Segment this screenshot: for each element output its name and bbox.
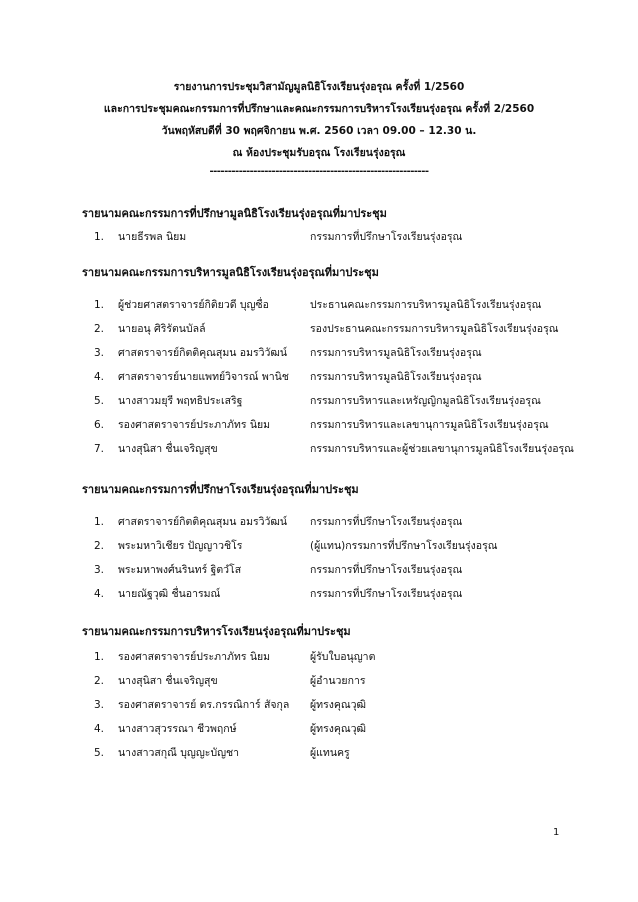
- item-number: 5.: [94, 747, 105, 759]
- member-role: ผู้ทรงคุณวุฒิ: [310, 699, 366, 711]
- item-number: 4.: [94, 588, 105, 600]
- member-role: ผู้แทนครู: [310, 747, 350, 759]
- member-name: นางสุนิสา ชื่นเจริญสุข: [118, 443, 218, 455]
- member-role: ผู้อำนวยการ: [310, 675, 366, 687]
- item-number: 2.: [94, 675, 105, 687]
- member-name: นางสาวมยุรี พฤทธิประเสริฐ: [118, 395, 243, 407]
- member-name: ผู้ช่วยศาสตราจารย์กิติยวดี บุญซื่อ: [118, 299, 269, 311]
- member-role: กรรมการที่ปรึกษาโรงเรียนรุ่งอรุณ: [310, 231, 463, 243]
- member-role: ผู้ทรงคุณวุฒิ: [310, 723, 366, 735]
- list-item: [82, 717, 602, 741]
- list-item: [82, 534, 602, 558]
- member-name: นางสาวสุวรรณา ชีวพฤกษ์: [118, 723, 237, 735]
- member-name: รองศาสตราจารย์ประภาภัทร นิยม: [118, 419, 271, 431]
- item-number: 3.: [94, 347, 105, 359]
- section-title: รายนามคณะกรรมการบริหารมูลนิธิโรงเรียนรุ่งอรุณที่มาประชุม: [82, 266, 379, 279]
- item-number: 2.: [94, 540, 105, 552]
- item-number: 4.: [94, 723, 105, 735]
- item-number: 1.: [94, 299, 105, 311]
- member-name: ศาสตราจารย์กิตติคุณสุมน อมรวิวัฒน์: [118, 347, 288, 359]
- member-name: นายอนุ ศิริรัตนบัลล์: [118, 323, 206, 335]
- header-date: วันพฤหัสบดีที่ 30 พฤศจิกายน พ.ศ. 2560 เวลา 09.00 – 12.30 น.: [161, 125, 477, 137]
- item-number: 1.: [94, 231, 105, 243]
- list-item: [82, 293, 602, 317]
- member-name: นางสุนิสา ชื่นเจริญสุข: [118, 675, 218, 687]
- member-role: กรรมการที่ปรึกษาโรงเรียนรุ่งอรุณ: [310, 564, 463, 576]
- item-number: 3.: [94, 699, 105, 711]
- section-school-advisors: [82, 479, 602, 606]
- item-number: 5.: [94, 395, 105, 407]
- list-item: [82, 437, 602, 461]
- member-name: นางสาวสกุณี บุญญะบัญชา: [118, 747, 240, 759]
- list-item: [82, 225, 602, 249]
- member-role: กรรมการที่ปรึกษาโรงเรียนรุ่งอรุณ: [310, 516, 463, 528]
- list-item: [82, 558, 602, 582]
- member-role: รองประธานคณะกรรมการบริหารมูลนิธิโรงเรียนรุ่งอรุณ: [310, 323, 559, 335]
- list-item: [82, 341, 602, 365]
- header-location: ณ ห้องประชุมรับอรุณ โรงเรียนรุ่งอรุณ: [232, 147, 406, 159]
- member-name: พระมหาพงศ์นรินทร์ ฐิตวํโส: [118, 564, 242, 576]
- list-item: [82, 582, 602, 606]
- item-number: 2.: [94, 323, 105, 335]
- page-number: 1: [553, 827, 560, 838]
- member-role: กรรมการที่ปรึกษาโรงเรียนรุ่งอรุณ: [310, 588, 463, 600]
- member-role: กรรมการบริหารและเหรัญญิกมูลนิธิโรงเรียนรุ่งอรุณ: [310, 395, 541, 407]
- item-number: 4.: [94, 371, 105, 383]
- member-role: กรรมการบริหารและเลขานุการมูลนิธิโรงเรียนรุ่งอรุณ: [310, 419, 549, 431]
- member-name: พระมหาวิเชียร ปัญญาวชิโร: [118, 540, 243, 552]
- header-divider: ------------------------------------------------------------: [209, 166, 429, 177]
- document-header: [0, 76, 638, 164]
- list-item: [82, 645, 602, 669]
- member-name: รองศาสตราจารย์ ดร.กรรณิการ์ สัจกุล: [118, 699, 290, 711]
- list-item: [82, 365, 602, 389]
- section-title: รายนามคณะกรรมการที่ปรึกษามูลนิธิโรงเรียนรุ่งอรุณที่มาประชุม: [82, 207, 387, 220]
- member-name: นายณัฐวุฒิ ชื่นอารมณ์: [118, 588, 221, 600]
- list-item: [82, 510, 602, 534]
- member-name: ศาสตราจารย์นายแพทย์วิจารณ์ พานิช: [118, 371, 289, 383]
- member-name: รองศาสตราจารย์ประภาภัทร นิยม: [118, 651, 271, 663]
- section-title: รายนามคณะกรรมการที่ปรึกษาโรงเรียนรุ่งอรุณที่มาประชุม: [82, 483, 359, 496]
- list-item: [82, 669, 602, 693]
- section-school-board: [82, 621, 602, 765]
- item-number: 1.: [94, 516, 105, 528]
- list-item: [82, 741, 602, 765]
- list-item: [82, 693, 602, 717]
- item-number: 7.: [94, 443, 105, 455]
- list-item: [82, 413, 602, 437]
- list-item: [82, 317, 602, 341]
- section-foundation-advisors: [82, 203, 602, 249]
- member-role: (ผู้แทน)กรรมการที่ปรึกษาโรงเรียนรุ่งอรุณ: [310, 540, 498, 552]
- member-name: นายธีรพล นิยม: [118, 231, 187, 243]
- member-role: กรรมการบริหารและผู้ช่วยเลขานุการมูลนิธิโรงเรียนรุ่งอรุณ: [310, 443, 574, 455]
- header-title: รายงานการประชุมวิสามัญมูลนิธิโรงเรียนรุ่งอรุณ ครั้งที่ 1/2560: [173, 81, 465, 93]
- item-number: 1.: [94, 651, 105, 663]
- section-title: รายนามคณะกรรมการบริหารโรงเรียนรุ่งอรุณที่มาประชุม: [82, 625, 351, 638]
- header-subtitle: และการประชุมคณะกรรมการที่ปรึกษาและคณะกรรมการบริหารโรงเรียนรุ่งอรุณ ครั้งที่ 2/2560: [103, 103, 535, 115]
- item-number: 6.: [94, 419, 105, 431]
- member-role: กรรมการบริหารมูลนิธิโรงเรียนรุ่งอรุณ: [310, 371, 482, 383]
- member-name: ศาสตราจารย์กิตติคุณสุมน อมรวิวัฒน์: [118, 516, 288, 528]
- member-role: ประธานคณะกรรมการบริหารมูลนิธิโรงเรียนรุ่งอรุณ: [310, 299, 542, 311]
- list-item: [82, 389, 602, 413]
- section-foundation-board: [82, 262, 602, 461]
- item-number: 3.: [94, 564, 105, 576]
- member-role: ผู้รับใบอนุญาต: [310, 651, 376, 663]
- member-role: กรรมการบริหารมูลนิธิโรงเรียนรุ่งอรุณ: [310, 347, 482, 359]
